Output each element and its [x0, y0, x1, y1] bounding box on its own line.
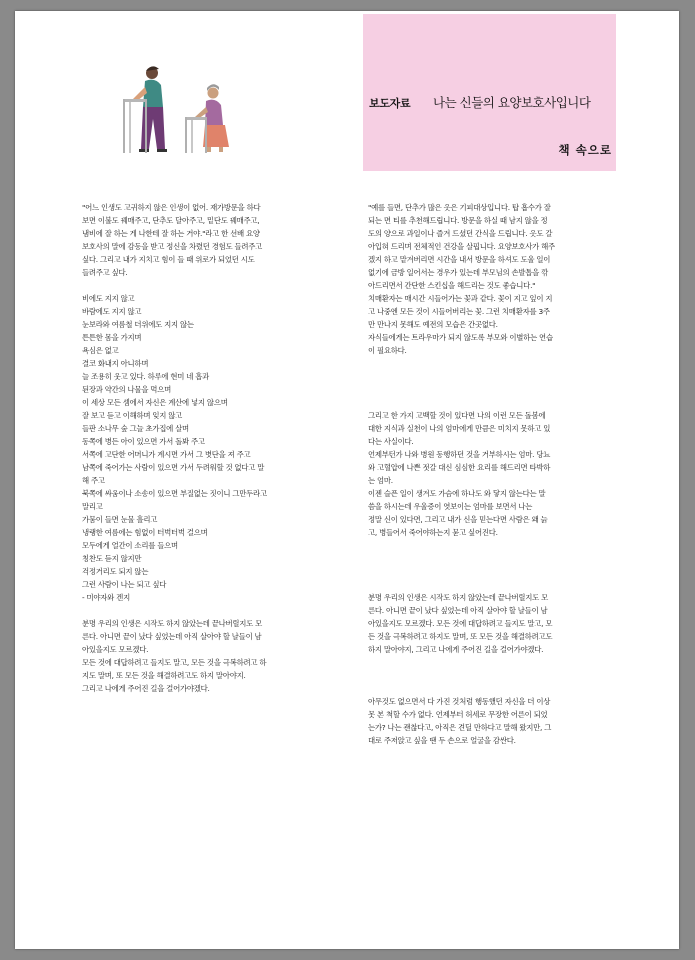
- text-line: "어느 인생도 고귀하지 않은 인생이 없어. 재가방문을 하다: [82, 203, 261, 212]
- section-subtitle: 책 속으로: [558, 143, 612, 157]
- paragraph-gap: [368, 539, 620, 591]
- paragraph: [368, 409, 620, 539]
- text-line: 고, 병들어서 죽어야하는지 묻고 싶어진다.: [368, 528, 498, 537]
- text-line: 늘 조용히 웃고 있다. 하루에 현미 네 홉과: [82, 372, 210, 381]
- text-line: 이젠 슬픈 일이 생겨도 가슴에 하나도 와 닿지 않는다는 말: [368, 489, 546, 498]
- text-line: 른다. 아니면 끝이 났다 싶었는데 아직 살아야 할 날들이 남: [82, 632, 262, 641]
- text-line: 겠지 하고 맡겨버리면 시간을 내서 방문을 하셔도 도울 일이: [368, 255, 551, 264]
- text-line: 잘 보고 듣고 이해하며 잊지 않고: [82, 411, 183, 420]
- text-line: 냉랭한 여름에는 힘없이 터벅터벅 걸으며: [82, 528, 208, 537]
- text-line: 없기에 금방 일어서는 경우가 있는데 부모님의 손발톱을 깎: [368, 268, 549, 277]
- text-line: 도의 양으로 과일이나 즐겨 드셨던 간식을 드립니다. 옷도 갈: [368, 229, 553, 238]
- paragraph-gap: [82, 604, 334, 617]
- text-line: 눈보라와 여름철 더위에도 지지 않는: [82, 320, 194, 329]
- text-line: 분명 우리의 인생은 시작도 하지 않았는데 끝나버릴지도 모: [368, 593, 549, 602]
- document-page: [15, 11, 679, 949]
- paragraph-gap: [368, 357, 620, 409]
- text-line: 고 나중엔 모든 것이 시들어버리는 꽃. 그런 치매환자를 3주: [368, 307, 550, 316]
- paragraph: [82, 617, 334, 695]
- text-line: 비에도 지지 않고: [82, 294, 135, 303]
- text-line: 모든 것에 대답하려고 들지도 말고, 모든 것을 극복하려고 하: [82, 658, 267, 667]
- text-line: 보호사의 말에 감동을 받고 정신을 차렸던 경험도 들려주고: [82, 242, 263, 251]
- press-release-label: 보도자료: [369, 97, 411, 110]
- text-line: 는 엄마.: [368, 476, 393, 485]
- text-line: - 미야자와 겐지: [82, 593, 130, 602]
- text-line: 결코 화내지 아니하며: [82, 359, 149, 368]
- text-line: 냄비에 잘 하는 게 나한테 잘 하는 거야."라고 한 선배 요양: [82, 229, 260, 238]
- text-line: 가뭄이 들면 눈물 흘리고: [82, 515, 158, 524]
- text-line: 분명 우리의 인생은 시작도 하지 않았는데 끝나버릴지도 모: [82, 619, 263, 628]
- text-line: 지도 말며, 또 모든 것을 해결하려고도 하지 말아야지.: [82, 671, 246, 680]
- text-line: 남쪽에 죽어가는 사람이 있으면 가서 두려워할 것 없다고 말: [82, 463, 265, 472]
- text-line: 하지 말아야지, 그리고 나에게 주어진 길을 걸어가야겠다.: [368, 645, 544, 654]
- text-line: 씀을 하시는데 우울증이 엿보이는 엄마를 보면서 나는: [368, 502, 533, 511]
- text-line: 만 만나지 못해도 예전의 모습은 간곳없다.: [368, 320, 498, 329]
- text-line: 그런 사람이 나는 되고 싶다: [82, 580, 167, 589]
- text-line: 되는 면 티를 추천해드립니다. 방문을 하실 때 남지 않을 정: [368, 216, 548, 225]
- text-line: 해 주고: [82, 476, 105, 485]
- text-line: 동쪽에 병든 아이 있으면 가서 돌봐 주고: [82, 437, 205, 446]
- text-line: 서쪽에 고단한 어머니가 계시면 가서 그 볏단을 져 주고: [82, 450, 251, 459]
- text-line: 된장과 약간의 나물을 먹으며: [82, 385, 171, 394]
- text-line: 들판 소나무 숲 그늘 초가집에 살며: [82, 424, 189, 433]
- left-column: [82, 201, 334, 695]
- text-line: 말리고: [82, 502, 103, 511]
- text-line: 대한 지식과 실천이 나의 엄마에게 만큼은 미치지 못하고 있: [368, 424, 551, 433]
- text-line: 이 필요하다.: [368, 346, 407, 355]
- text-line: 자식들에게는 트라우마가 되지 않도록 부모와 이별하는 연습: [368, 333, 553, 342]
- text-line: 북쪽에 싸움이나 소송이 있으면 부질없는 짓이니 그만두라고: [82, 489, 267, 498]
- text-line: 모두에게 얼간이 소리를 들으며: [82, 541, 178, 550]
- paragraph-gap: [82, 279, 334, 292]
- text-line: 들려주고 싶다.: [82, 268, 128, 277]
- book-title: 나는 신들의 요양보호사입니다: [433, 95, 591, 110]
- text-line: 대로 주저앉고 싶을 땐 두 손으로 얼굴을 감싼다.: [368, 736, 516, 745]
- text-line: 아드리면서 간단한 스킨십을 해드리는 것도 좋습니다.": [368, 281, 536, 290]
- paragraph: [82, 292, 334, 604]
- text-line: 보면 이불도 꿰매주고, 단추도 달아주고, 밑단도 꿰매주고,: [82, 216, 260, 225]
- elderly-walker-illustration-icon: [105, 63, 240, 155]
- text-line: 아무것도 없으면서 다 가진 것처럼 행동했던 자신을 더 이상: [368, 697, 551, 706]
- text-line: 아있을지도 모르겠다.: [82, 645, 149, 654]
- text-line: 그리고 한 가지 고백할 것이 있다면 나의 이런 모든 돌봄에: [368, 411, 546, 420]
- paragraph: [82, 201, 334, 279]
- text-line: 른다. 아니면 끝이 났다 싶었는데 아직 살아야 할 날들이 남: [368, 606, 548, 615]
- paragraph-gap: [368, 656, 620, 695]
- text-line: 튼튼한 몸을 가지며: [82, 333, 142, 342]
- text-line: 다는 사실이다.: [368, 437, 414, 446]
- text-line: 정말 신이 있다면, 그리고 내가 신을 믿는다면 사람은 왜 늙: [368, 515, 548, 524]
- text-line: 아있을지도 모르겠다. 모든 것에 대답하려고 들지도 말고, 모: [368, 619, 553, 628]
- text-line: 언제부턴가 나와 병원 동행하던 것을 거부하시는 엄마. 당뇨: [368, 450, 551, 459]
- text-line: 와 고혈압에 나쁜 젓갈 대신 심심한 요리를 해드리면 타박하: [368, 463, 551, 472]
- text-line: 치매환자는 매시간 시들어가는 꽃과 같다. 꽃이 지고 잎이 지: [368, 294, 553, 303]
- text-line: 그리고 나에게 주어진 길을 걸어가야겠다.: [82, 684, 210, 693]
- paragraph: [368, 201, 620, 357]
- text-line: 바람에도 지지 않고: [82, 307, 142, 316]
- text-line: 칭찬도 듣지 않지만: [82, 554, 142, 563]
- text-line: "예를 들면, 단추가 많은 옷은 기피대상입니다. 탑 흡수가 잘: [368, 203, 551, 212]
- paragraph: [368, 591, 620, 656]
- text-line: 는가? 나는 괜찮다고, 아직은 견딜 만하다고 말해 왔지만, 그: [368, 723, 552, 732]
- press-header-box: [363, 14, 616, 171]
- text-line: 싶다. 그리고 내가 지치고 힘이 들 때 위로가 되었던 시도: [82, 255, 255, 264]
- text-line: 이 세상 모든 셈에서 자신은 계산에 넣지 않으며: [82, 398, 228, 407]
- text-line: 욕심은 없고: [82, 346, 119, 355]
- text-line: 든 것을 극복하려고 하지도 말며, 또 모든 것을 해결하려고도: [368, 632, 553, 641]
- text-line: 못 본 척할 수가 없다. 언제부터 허세로 무장한 어른이 되었: [368, 710, 548, 719]
- text-line: 아입혀 드리며 전체적인 건강을 살핍니다. 요양보호사가 해주: [368, 242, 555, 251]
- text-line: 걱정거리도 되지 않는: [82, 567, 149, 576]
- paragraph: [368, 695, 620, 747]
- right-column: [368, 201, 620, 747]
